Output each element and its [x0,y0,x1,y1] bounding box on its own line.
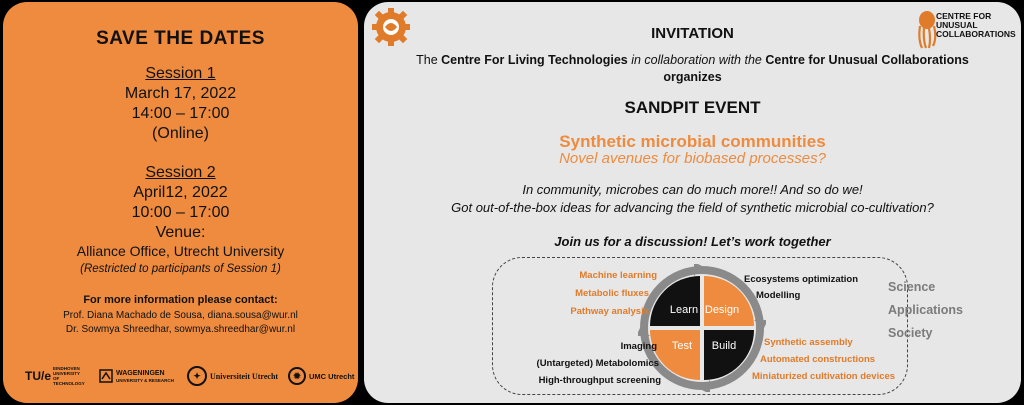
domain-society: Society [888,326,933,340]
uu-logo: ✦ Universiteit Utrecht [187,363,278,389]
organizer-line: The Centre For Living Technologies in collaboration with the Centre for Unusual Collaborations organizes [416,53,969,84]
session1-mode: (Online) [152,125,209,142]
wur-icon [99,369,113,383]
learn-label: Learn [669,304,699,316]
invitation-title: INVITATION [651,25,734,42]
pitch-line-2: Got out-of-the-box ideas for advancing the field of synthetic microbial co-cultivation? [451,200,934,215]
cuc-logo-line-2: UNUSUAL [936,20,978,30]
learn-item: Pathway analysis [570,306,649,317]
session1-heading: Session 1 [145,65,216,82]
test-label: Test [671,340,693,352]
learn-item: Machine learning [579,270,657,281]
design-item: Ecosystems optimization [744,274,859,285]
build-item: Miniaturized cultivation devices [752,371,896,382]
contact-line-1: Prof. Diana Machado de Sousa, diana.sousa@wur.nl [63,310,298,321]
save-the-dates-title: SAVE THE DATES [96,28,265,49]
build-item: Synthetic assembly [764,337,853,348]
design-label: Design [704,304,740,316]
test-item: High-throughput screening [538,375,661,386]
contact-line-2: Dr. Sowmya Shreedhar, sowmya.shreedhar@wur.nl [65,324,296,335]
event-subtopic: Novel avenues for biobased processes? [559,150,826,167]
event-topic: Synthetic microbial communities [559,132,826,151]
umc-logo: ✹ UMC Utrecht [288,363,354,389]
session2-heading: Session 2 [145,164,216,181]
uu-seal-icon: ✦ [187,366,207,386]
contact-heading: For more information please contact: [83,294,278,306]
restriction-note: (Restricted to participants of Session 1) [80,263,281,275]
venue-label: Venue: [155,224,206,241]
test-quadrant [650,330,700,380]
build-label: Build [711,340,737,352]
design-item: Modelling [756,290,801,301]
session1-date: March 17, 2022 [124,85,237,102]
pitch-line-1: In community, microbes can do much more!! And so do we! [522,182,863,197]
domain-science: Science [888,280,936,294]
test-item: (Untargeted) Metabolomics [536,358,659,369]
session1-time: 14:00 – 17:00 [131,105,230,122]
build-item: Automated constructions [760,354,876,365]
session2-date: April12, 2022 [133,184,228,201]
learn-item: Metabolic fluxes [575,288,649,299]
cuc-logo-line-1: CENTRE FOR [936,11,992,21]
umc-seal-icon: ✹ [288,367,306,385]
partner-logos [3,363,358,389]
invitation-panel [364,2,1021,403]
cuc-logo-line-3: COLLABORATIONS [936,29,1016,39]
wur-logo: WAGENINGEN UNIVERSITY & RESEARCH [99,363,174,389]
learn-quadrant [650,276,700,326]
domain-applications: Applications [888,303,964,317]
venue: Alliance Office, Utrecht University [76,243,285,259]
build-quadrant [704,330,754,380]
join-call: Join us for a discussion! Let’s work together [554,234,831,249]
test-item: Imaging [620,341,657,352]
tue-logo: TU/e EINDHOVEN UNIVERSITY OF TECHNOLOGY [25,366,85,386]
save-the-dates-panel [3,2,358,403]
session2-time: 10:00 – 17:00 [131,204,230,221]
event-title: SANDPIT EVENT [624,98,761,117]
